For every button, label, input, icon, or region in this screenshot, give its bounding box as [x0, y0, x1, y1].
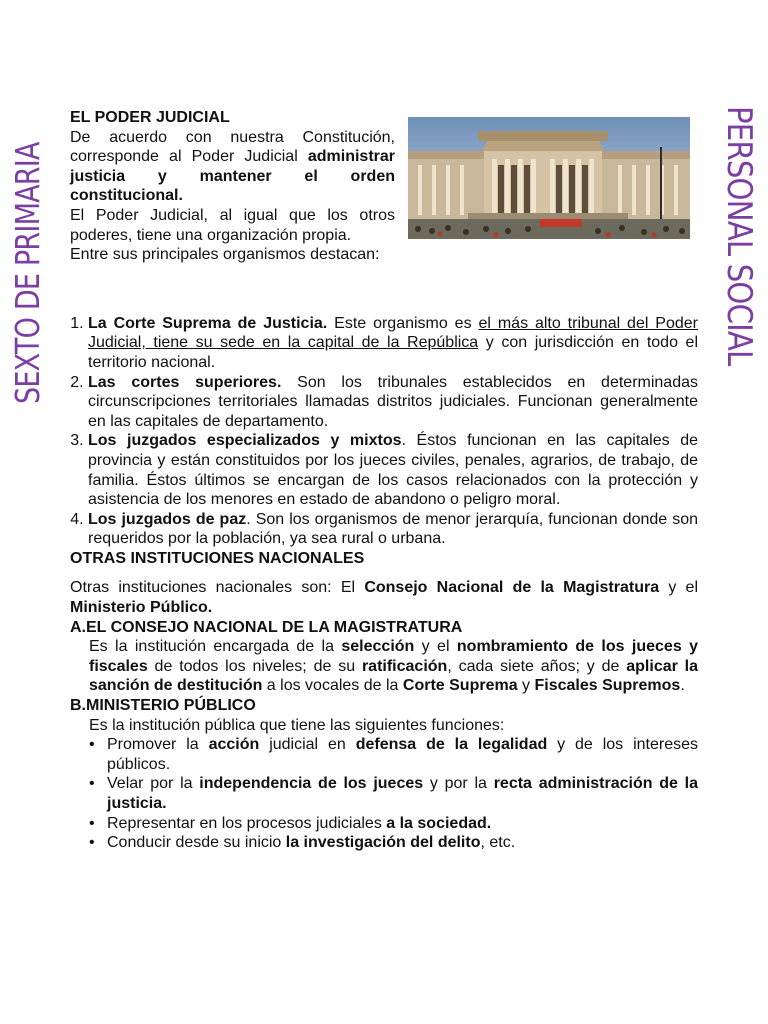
- intro-paragraph-3: Entre sus principales organismos destacan:: [70, 246, 380, 264]
- ministerio-intro: Es la institución pública que tiene las siguientes funciones:: [89, 716, 505, 734]
- document-body: [70, 108, 698, 853]
- otras-paragraph: Otras instituciones nacionales son: El Consejo Nacional de la Magistratura y el Ministerio Público.: [70, 579, 699, 617]
- side-title-right: PERSONAL SOCIAL: [719, 106, 759, 366]
- ministerio-heading: B.MINISTERIO PÚBLICO: [70, 697, 256, 715]
- organismos-list: [70, 314, 698, 549]
- intro-paragraph-2: El Poder Judicial, al igual que los otros poderes, tiene una organización propia.: [70, 206, 395, 244]
- list-item: 3. Los juzgados especializados y mixtos. Éstos funcionan en las capitales de provincia y están constituidos por los jueces civiles, penales, agrarios, de trabajo, de familia. Éstos últimos se encargan de los casos relacionados con la protección y asistencia de los menores en estado de abandono o peligro moral.: [88, 431, 698, 509]
- section-title: EL PODER JUDICIAL: [70, 109, 230, 126]
- list-item: • Velar por la independencia de los jueces y por la recta administración de la justicia.: [107, 774, 698, 813]
- list-item: 1. La Corte Suprema de Justicia. Este organismo es el más alto tribunal del Poder Judicial, tiene su sede en la capital de la República y con jurisdicción en todo el territorio nacional.: [88, 314, 698, 373]
- list-item: 4. Los juzgados de paz. Son los organismos de menor jerarquía, funcionan donde son requeridos por la población, ya sea rural o urbana.: [88, 510, 698, 549]
- intro-paragraph-1: De acuerdo con nuestra Constitución, corresponde al Poder Judicial administrar justicia y mantener el orden constitucional.: [70, 128, 395, 205]
- consejo-heading: A.EL CONSEJO NACIONAL DE LA MAGISTRATURA: [70, 618, 463, 636]
- funciones-list: [70, 735, 698, 853]
- list-item: • Promover la acción judicial en defensa de la legalidad y de los intereses públicos.: [107, 735, 698, 774]
- intro-section: [70, 108, 395, 245]
- list-item: • Representar en los procesos judiciales a la sociedad.: [107, 814, 698, 834]
- side-title-left: SEXTO DE PRIMARIA: [8, 142, 47, 404]
- list-item: 2. Las cortes superiores. Son los tribunales establecidos en determinadas circunscripciones territoriales llamadas distritos judiciales. Funcionan generalmente en las capitales de departamento.: [88, 373, 698, 432]
- otras-heading: OTRAS INSTITUCIONES NACIONALES: [70, 549, 365, 567]
- consejo-paragraph: Es la institución encargada de la selección y el nombramiento de los jueces y fiscales de todos los niveles; de su ratificación, cada siete años; y de aplicar la sanción de destitución a los vocales de la Corte Suprema y Fiscales Supremos.: [89, 638, 699, 695]
- list-item: • Conducir desde su inicio la investigación del delito, etc.: [107, 833, 698, 853]
